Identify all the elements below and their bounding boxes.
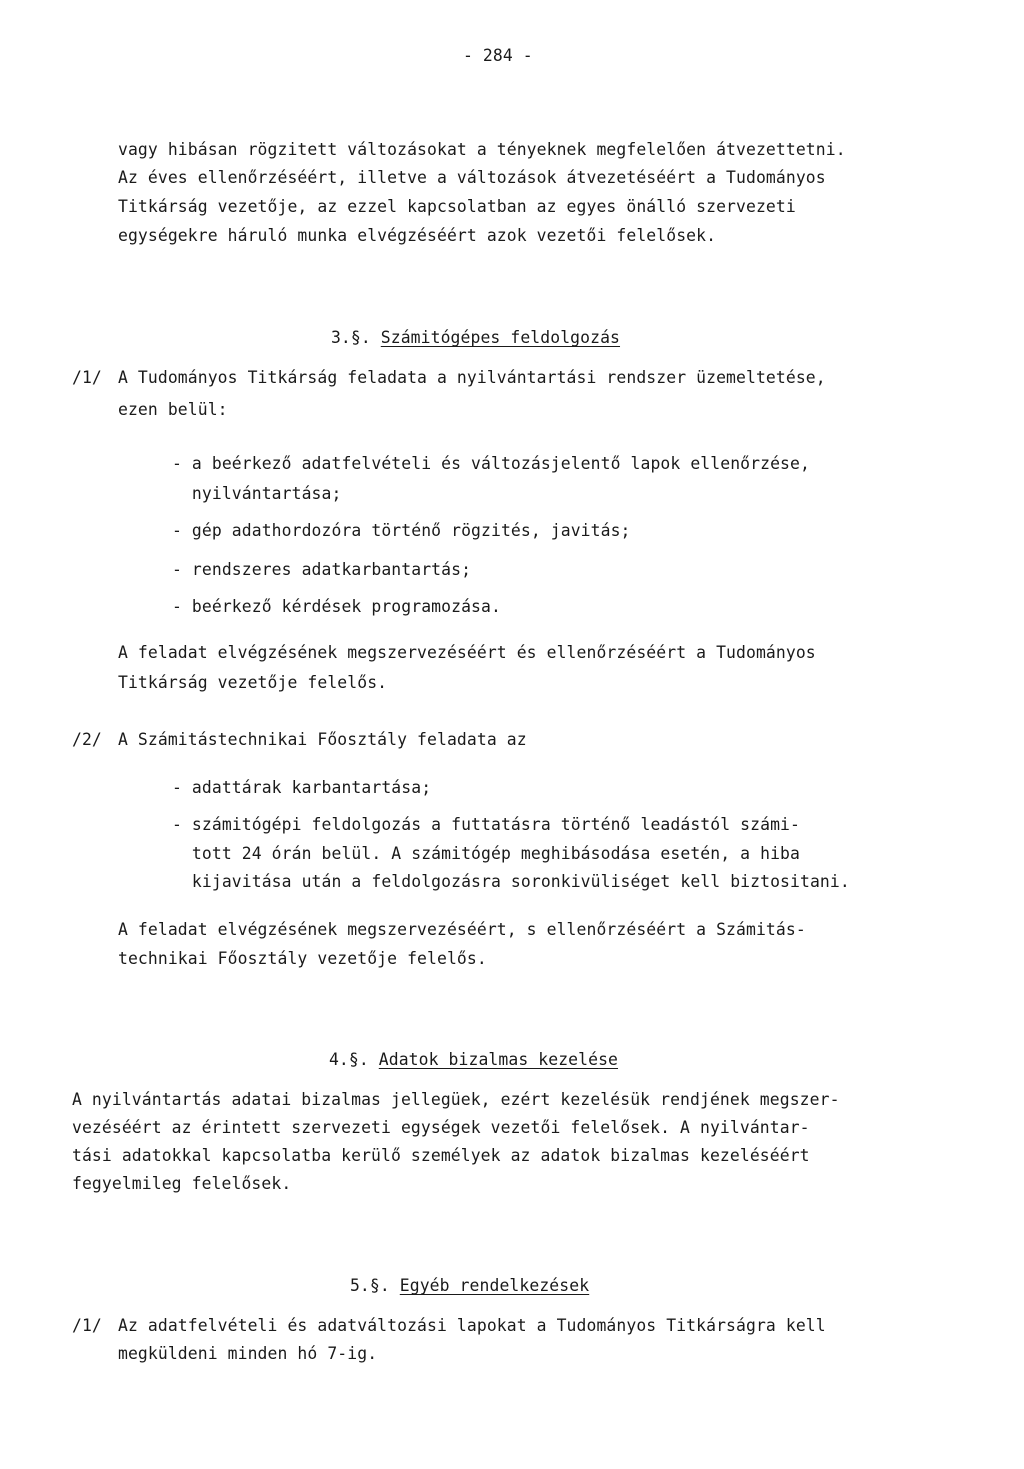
section3-p2-closing-1: A feladat elvégzésének megszervezéséért, s ellenőrzéséért a Számitás- bbox=[118, 920, 806, 939]
intro-line-2: Az éves ellenőrzéséért, illetve a változások átvezetéséért a Tudományos bbox=[118, 168, 826, 187]
section3-p1-item-1: - a beérkező adatfelvételi és változásjelentő lapok ellenőrzése, bbox=[172, 454, 810, 473]
section4-heading bbox=[309, 1036, 618, 1069]
section3-p1-line-2: ezen belül: bbox=[118, 400, 228, 419]
section3-p2-item-1: - adattárak karbantartása; bbox=[172, 778, 432, 797]
intro-line-3: Titkárság vezetője, az ezzel kapcsolatban az egyes önálló szervezeti bbox=[118, 197, 796, 216]
intro-line-4: egységekre háruló munka elvégzéséért azok vezetői felelősek. bbox=[118, 226, 717, 245]
section3-p2-lead: A Számitástechnikai Főosztály feladata az bbox=[118, 730, 527, 749]
section3-p1-item-1-cont: nyilvántartása; bbox=[172, 484, 342, 503]
section3-p1-item-4: - beérkező kérdések programozása. bbox=[172, 597, 501, 616]
section5-p1-marker: /1/ bbox=[72, 1316, 102, 1335]
section3-p1-item-3: - rendszeres adatkarbantartás; bbox=[172, 560, 472, 579]
section4-title: Adatok bizalmas kezelése bbox=[378, 1050, 619, 1070]
section3-title: Számitógépes feldolgozás bbox=[380, 328, 621, 348]
section5-p1-line-2: megküldeni minden hó 7-ig. bbox=[118, 1344, 378, 1363]
section3-number: 3.§. bbox=[330, 328, 371, 348]
section3-p1-closing-1: A feladat elvégzésének megszervezéséért és ellenőrzéséért a Tudományos bbox=[118, 643, 816, 662]
intro-line-1: vagy hibásan rögzitett változásokat a tényeknek megfelelően átvezettetni. bbox=[118, 140, 846, 159]
section4-number: 4.§. bbox=[328, 1050, 369, 1070]
section5-title: Egyéb rendelkezések bbox=[399, 1276, 590, 1296]
section3-p1-marker: /1/ bbox=[72, 368, 102, 387]
section3-p2-closing-2: technikai Főosztály vezetője felelős. bbox=[118, 949, 487, 968]
section3-p1-line-1: A Tudományos Titkárság feladata a nyilvántartási rendszer üzemeltetése, bbox=[118, 368, 826, 387]
page-number: - 284 - bbox=[463, 46, 533, 65]
section4-line-2: vezéséért az érintett szervezeti egységek vezetői felelősek. A nyilvántar- bbox=[72, 1118, 810, 1137]
section3-p2-item-2-cont-2: kijavitása után a feldolgozásra soronkivüliséget kell biztositani. bbox=[172, 872, 850, 891]
section5-p1-line-1: Az adatfelvételi és adatváltozási lapokat a Tudományos Titkárságra kell bbox=[118, 1316, 826, 1335]
section4-line-1: A nyilvántartás adatai bizalmas jellegüek, ezért kezelésük rendjének megszer- bbox=[72, 1090, 840, 1109]
section4-line-3: tási adatokkal kapcsolatba kerülő személyek az adatok bizalmas kezeléséért bbox=[72, 1146, 810, 1165]
section3-p2-marker: /2/ bbox=[72, 730, 102, 749]
section4-line-4: fegyelmileg felelősek. bbox=[72, 1174, 292, 1193]
section3-p1-item-2: - gép adathordozóra történő rögzités, javitás; bbox=[172, 521, 631, 540]
section3-p2-item-2: - számitógépi feldolgozás a futtatásra történő leadástól számi- bbox=[172, 815, 800, 834]
section3-p2-item-2-cont-1: tott 24 órán belül. A számitógép meghibásodása esetén, a hiba bbox=[172, 844, 800, 863]
section5-number: 5.§. bbox=[349, 1276, 390, 1296]
section3-p1-closing-2: Titkárság vezetője felelős. bbox=[118, 673, 388, 692]
section3-heading bbox=[311, 314, 620, 347]
section5-heading bbox=[330, 1262, 589, 1295]
